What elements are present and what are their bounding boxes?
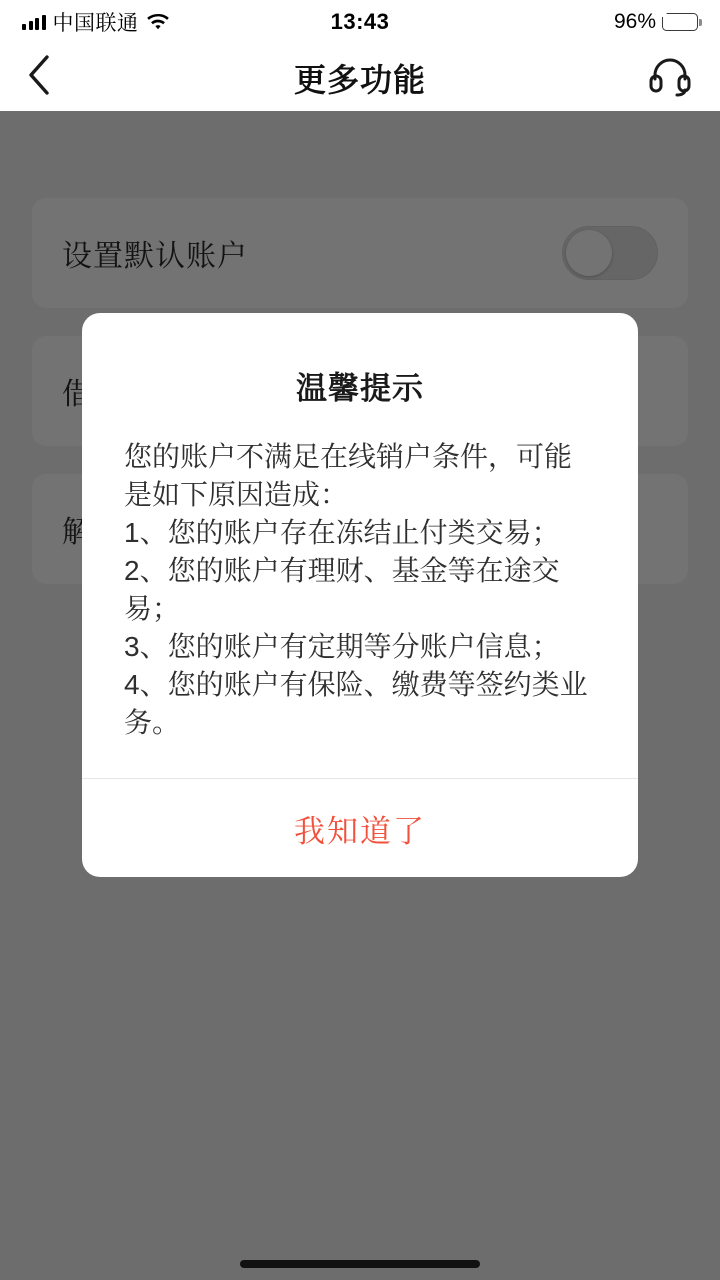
carrier-label: 中国联通 <box>52 12 139 35</box>
home-indicator <box>240 1260 480 1268</box>
page-title: 更多功能 <box>293 61 426 98</box>
status-bar <box>0 0 720 44</box>
dialog-line-4: 3、您的账户有定期等分账户信息； <box>124 631 560 662</box>
dialog-line-5: 4、您的账户有保险、缴费等签约类业务。 <box>124 669 588 738</box>
dialog-line-1: 您的账户不满足在线销户条件，可能是如下原因造成： <box>124 441 573 510</box>
dialog-line-3: 2、您的账户有理财、基金等在途交易； <box>124 555 560 624</box>
battery-percent-label: 96% <box>613 10 656 33</box>
nav-bar <box>0 44 720 111</box>
battery-charging-icon <box>662 13 698 31</box>
dialog-title: 温馨提示 <box>296 371 424 406</box>
warm-tips-dialog <box>82 313 638 877</box>
dialog-confirm-button[interactable]: 我知道了 <box>294 813 426 849</box>
status-time: 13:43 <box>330 9 390 34</box>
dialog-line-2: 1、您的账户存在冻结止付类交易； <box>124 517 560 548</box>
dialog-body <box>82 408 638 778</box>
